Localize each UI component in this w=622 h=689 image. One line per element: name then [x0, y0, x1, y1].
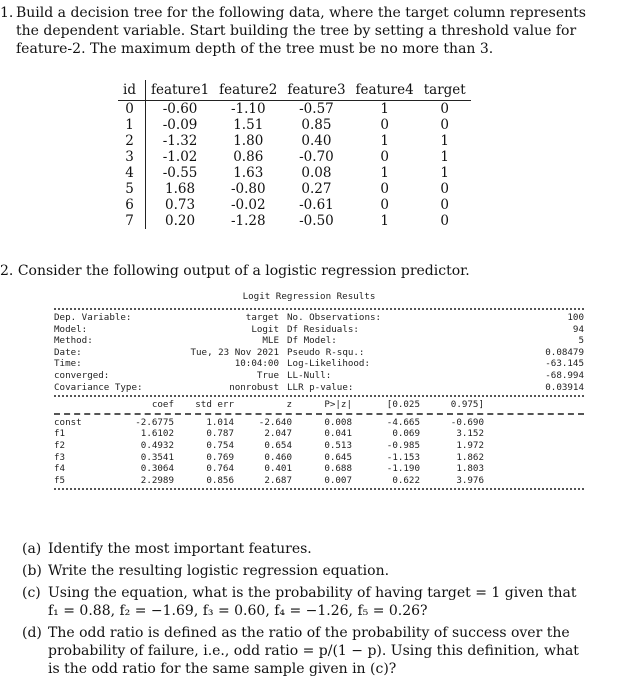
- table-cell: -0.61: [299, 197, 334, 213]
- table-cell: -1.02: [162, 149, 198, 165]
- logit-results: [54, 290, 584, 492]
- question-2-number: 2.: [0, 263, 14, 279]
- table-cell: 0: [118, 101, 145, 118]
- summary-cell: Method:: [54, 335, 93, 347]
- logit-title: Logit Regression Results: [242, 291, 376, 302]
- question-2-parts: [22, 540, 582, 682]
- table-cell: 1.68: [165, 181, 196, 197]
- coef-cell: 1.862: [456, 451, 484, 463]
- coef-cell: 0.401: [264, 463, 292, 475]
- coef-cell: 0.069: [392, 428, 420, 440]
- divider: [54, 413, 584, 415]
- table-cell: 0: [440, 197, 449, 213]
- coef-cell: -2.6775: [135, 416, 174, 428]
- coef-cell: 0.007: [324, 474, 352, 486]
- summary-cell: LLR p-value:: [287, 381, 354, 393]
- table-row: [118, 149, 471, 165]
- part-label: (a): [22, 541, 42, 557]
- summary-cell: Model:: [54, 323, 88, 335]
- table-row: [118, 165, 471, 181]
- table-cell: 0: [440, 117, 449, 133]
- summary-cell: No. Observations:: [287, 312, 382, 323]
- coef-cell: 0.3541: [140, 451, 174, 463]
- coef-header-cell: P>|z|: [324, 399, 352, 411]
- coef-cell: 0.688: [324, 463, 352, 475]
- coef-cell: 0.654: [264, 439, 292, 451]
- coef-cell: -2.640: [258, 416, 292, 428]
- table-cell: 7: [118, 213, 145, 229]
- coef-cell: 0.4932: [140, 439, 174, 451]
- summary-cell: nonrobust: [229, 381, 279, 393]
- coef-cell: 0.645: [324, 451, 352, 463]
- coef-header-cell: 0.975]: [450, 399, 484, 411]
- table-cell: -1.32: [162, 133, 198, 149]
- part-text: The odd ratio is defined as the ratio of the probability of success over the probability of failure, i.e., odd ratio = p/(1 − p). Using this definition, what is the odd ratio for the same sample given in (c)?: [48, 625, 579, 677]
- table-cell: -0.80: [230, 181, 266, 197]
- table-cell: 0: [380, 149, 389, 165]
- table-cell: 1: [440, 149, 449, 165]
- part-label: (c): [22, 585, 41, 601]
- table-cell: 3: [118, 149, 145, 165]
- question-1-number: 1.: [0, 5, 14, 21]
- part-text: Using the equation, what is the probability of having target = 1 given that f₁ = 0.88, f₂ = −1.69, f₃ = 0.60, f₄ = −1.26, f₅ = 0.26?: [48, 585, 577, 619]
- coef-cell: -0.690: [450, 416, 484, 428]
- table-row: [118, 101, 471, 118]
- table-row: [118, 117, 471, 133]
- divider: [54, 395, 584, 397]
- table-cell: 0.86: [233, 149, 264, 165]
- coef-cell: 0.460: [264, 451, 292, 463]
- coef-header-cell: [0.025: [386, 399, 420, 411]
- coef-cell: 0.041: [324, 428, 352, 440]
- summary-cell: Tue, 23 Nov 2021: [190, 346, 279, 358]
- question-part: [22, 540, 582, 558]
- table-cell: -0.50: [299, 213, 334, 229]
- table-cell: 5: [118, 181, 145, 197]
- coef-header-cell: std err: [195, 399, 234, 411]
- summary-cell: 0.03914: [545, 381, 584, 393]
- coef-header-cell: [54, 399, 106, 411]
- part-text: Identify the most important features.: [48, 541, 312, 557]
- header-feature3: feature3: [287, 82, 346, 98]
- question-2: [0, 262, 470, 280]
- coef-cell: -0.985: [386, 439, 420, 451]
- coef-cell: -1.190: [386, 463, 420, 475]
- coef-cell: 0.513: [324, 439, 352, 451]
- coef-cell: 3.976: [456, 474, 484, 486]
- coef-cell: f4: [54, 463, 66, 475]
- summary-cell: Dep. Variable:: [54, 312, 132, 323]
- coef-cell: 0.769: [206, 451, 234, 463]
- table-cell: 0: [440, 101, 449, 117]
- summary-cell: 0.08479: [545, 346, 584, 358]
- coef-cell: -1.153: [386, 451, 420, 463]
- coef-cell: 0.764: [206, 463, 234, 475]
- table-cell: 0: [380, 197, 389, 213]
- table-cell: -0.57: [299, 101, 334, 117]
- coef-cell: f3: [54, 451, 66, 463]
- summary-cell: 100: [567, 312, 584, 323]
- table-cell: 1.63: [233, 165, 264, 181]
- table-cell: 0.85: [301, 117, 332, 133]
- summary-cell: 10:04:00: [234, 358, 279, 370]
- header-target: target: [423, 82, 466, 98]
- summary-cell: Date:: [54, 346, 82, 358]
- table-cell: 6: [118, 197, 145, 213]
- table-cell: 1: [118, 117, 145, 133]
- question-part: [22, 584, 582, 620]
- coef-cell: f2: [54, 439, 66, 451]
- coef-cell: const: [54, 416, 82, 428]
- table-cell: 4: [118, 165, 145, 181]
- table-cell: 1: [380, 165, 389, 181]
- coef-cell: f5: [54, 474, 66, 486]
- summary-cell: Logit: [251, 323, 279, 335]
- summary-cell: -68.994: [545, 369, 584, 381]
- table-cell: 1.51: [233, 117, 264, 133]
- feature-table-header: [118, 80, 471, 101]
- table-cell: 0.08: [301, 165, 332, 181]
- summary-cell: Pseudo R-squ.:: [287, 346, 365, 358]
- part-label: (b): [22, 563, 42, 579]
- table-cell: 0.40: [301, 133, 332, 149]
- summary-cell: True: [256, 369, 279, 381]
- coef-table: [54, 417, 584, 487]
- header-id: id: [118, 80, 145, 101]
- question-part: [22, 562, 582, 580]
- coef-header-cell: z: [286, 399, 292, 411]
- coef-cell: 1.6102: [140, 428, 174, 440]
- table-cell: -1.10: [230, 101, 266, 117]
- table-cell: 0.27: [301, 181, 332, 197]
- summary-cell: LL-Null:: [287, 369, 332, 381]
- table-cell: 1.80: [233, 133, 264, 149]
- table-cell: 0: [440, 213, 449, 229]
- coef-cell: 1.803: [456, 463, 484, 475]
- table-row: [118, 133, 471, 149]
- summary-cell: 94: [572, 323, 584, 335]
- header-feature1: feature1: [150, 82, 210, 98]
- table-cell: 1: [440, 133, 449, 149]
- summary-cell: Time:: [54, 358, 82, 370]
- table-cell: -1.28: [230, 213, 266, 229]
- coef-cell: 0.622: [392, 474, 420, 486]
- table-cell: 0: [380, 117, 389, 133]
- table-row: [118, 181, 471, 197]
- table-cell: 1: [380, 133, 389, 149]
- table-cell: 0.73: [165, 197, 196, 213]
- summary-cell: Log-Likelihood:: [287, 358, 370, 370]
- summary-cell: Df Model:: [287, 335, 337, 347]
- coef-header: [54, 399, 584, 411]
- header-feature2: feature2: [219, 82, 278, 98]
- divider: [54, 488, 584, 490]
- summary-cell: MLE: [262, 335, 279, 347]
- header-feature4: feature4: [355, 82, 414, 98]
- table-cell: 2: [118, 133, 145, 149]
- coef-cell: 2.2989: [140, 474, 174, 486]
- table-row: [118, 213, 471, 229]
- question-1-text: Build a decision tree for the following data, where the target column represents the dependent variable. Start building the tree by setting a threshold value for feature-2. The maximum depth of the tree must be no more than 3.: [16, 5, 586, 57]
- table-cell: 1: [440, 165, 449, 181]
- table-cell: 0.20: [165, 213, 196, 229]
- table-cell: 0: [380, 181, 389, 197]
- question-2-text: Consider the following output of a logistic regression predictor.: [17, 263, 470, 279]
- coef-cell: 2.047: [264, 428, 292, 440]
- table-row: [118, 197, 471, 213]
- table-cell: -0.70: [299, 149, 334, 165]
- part-text: Write the resulting logistic regression equation.: [48, 563, 390, 579]
- table-cell: 1: [380, 101, 389, 117]
- logit-summary: [54, 312, 584, 393]
- coef-cell: 0.754: [206, 439, 234, 451]
- coef-cell: 1.972: [456, 439, 484, 451]
- coef-cell: 0.008: [324, 416, 352, 428]
- summary-cell: Covariance Type:: [54, 381, 143, 393]
- table-cell: 1: [380, 213, 389, 229]
- question-part: [22, 624, 582, 678]
- table-cell: -0.09: [162, 117, 198, 133]
- coef-header-cell: coef: [151, 399, 174, 411]
- coef-cell: 0.856: [206, 474, 234, 486]
- summary-cell: 5: [578, 335, 584, 347]
- coef-cell: 1.014: [206, 416, 234, 428]
- summary-cell: -63.145: [545, 358, 584, 370]
- feature-table: [118, 80, 471, 229]
- divider: [54, 308, 584, 310]
- table-cell: 0: [440, 181, 449, 197]
- summary-cell: target: [245, 312, 279, 323]
- table-cell: -0.02: [230, 197, 266, 213]
- coef-cell: -4.665: [386, 416, 420, 428]
- table-cell: -0.60: [162, 101, 198, 117]
- summary-cell: converged:: [54, 369, 110, 381]
- coef-cell: 0.787: [206, 428, 234, 440]
- coef-cell: 2.687: [264, 474, 292, 486]
- coef-cell: 0.3064: [140, 463, 174, 475]
- table-cell: -0.55: [162, 165, 198, 181]
- part-label: (d): [22, 625, 42, 641]
- coef-cell: f1: [54, 428, 66, 440]
- coef-cell: 3.152: [456, 428, 484, 440]
- summary-cell: Df Residuals:: [287, 323, 359, 335]
